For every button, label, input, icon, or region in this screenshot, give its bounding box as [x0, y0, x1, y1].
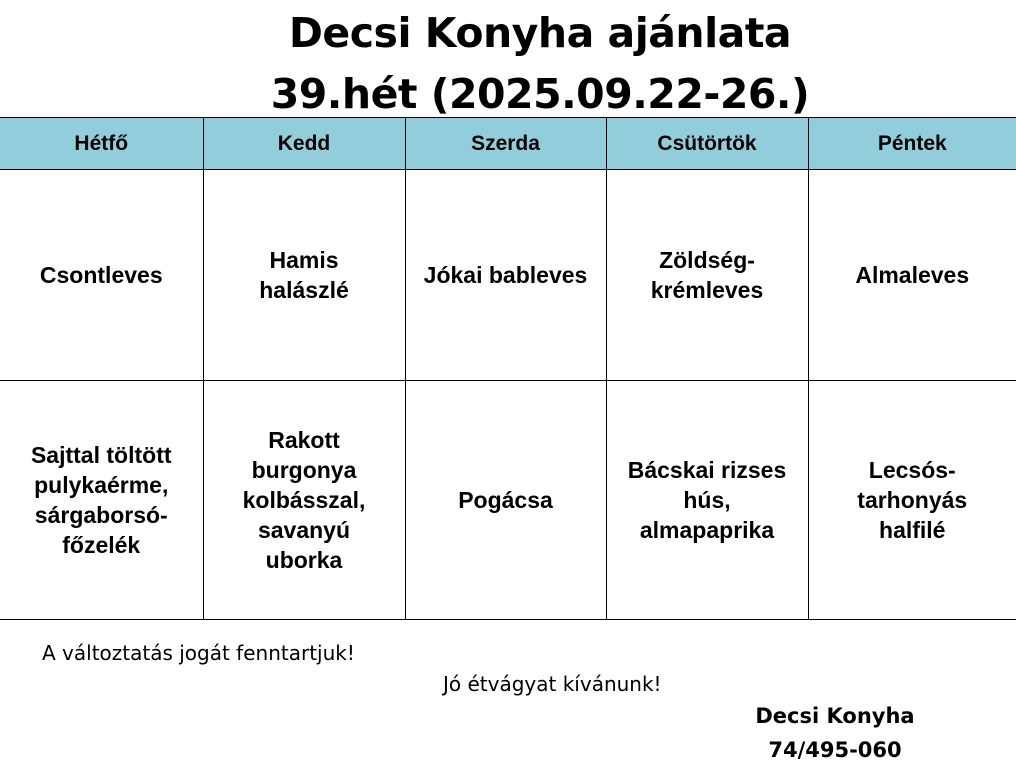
day-header-thursday: Csütörtök — [606, 118, 808, 170]
soup-monday: Csontleves — [0, 170, 203, 381]
main-thursday: Bácskai rizses hús, almapaprika — [606, 381, 808, 620]
day-header-monday: Hétfő — [0, 118, 203, 170]
day-header-row — [0, 118, 1016, 170]
page-subtitle-week: 39.hét (2025.09.22-26.) — [270, 70, 810, 118]
main-tuesday: Rakott burgonya kolbásszal, savanyú uborka — [203, 381, 405, 620]
soup-friday: Almaleves — [808, 170, 1016, 381]
page-title: Decsi Konyha ajánlata — [288, 9, 792, 57]
main-monday: Sajttal töltött pulykaérme, sárgaborsó-főzelék — [0, 381, 203, 620]
company-name: Decsi Konyha — [755, 704, 915, 728]
company-phone: 74/495-060 — [768, 738, 902, 762]
soup-row — [0, 170, 1016, 381]
main-course-row — [0, 381, 1016, 620]
main-wednesday: Pogácsa — [405, 381, 606, 620]
soup-thursday: Zöldség-krémleves — [606, 170, 808, 381]
soup-tuesday: Hamis halászlé — [203, 170, 405, 381]
weekly-menu-table — [0, 117, 1016, 620]
greeting-note: Jó étvágyat kívánunk! — [443, 672, 662, 696]
day-header-wednesday: Szerda — [405, 118, 606, 170]
day-header-tuesday: Kedd — [203, 118, 405, 170]
disclaimer-note: A változtatás jogát fenntartjuk! — [42, 641, 355, 665]
day-header-friday: Péntek — [808, 118, 1016, 170]
soup-wednesday: Jókai bableves — [405, 170, 606, 381]
main-friday: Lecsós-tarhonyás halfilé — [808, 381, 1016, 620]
